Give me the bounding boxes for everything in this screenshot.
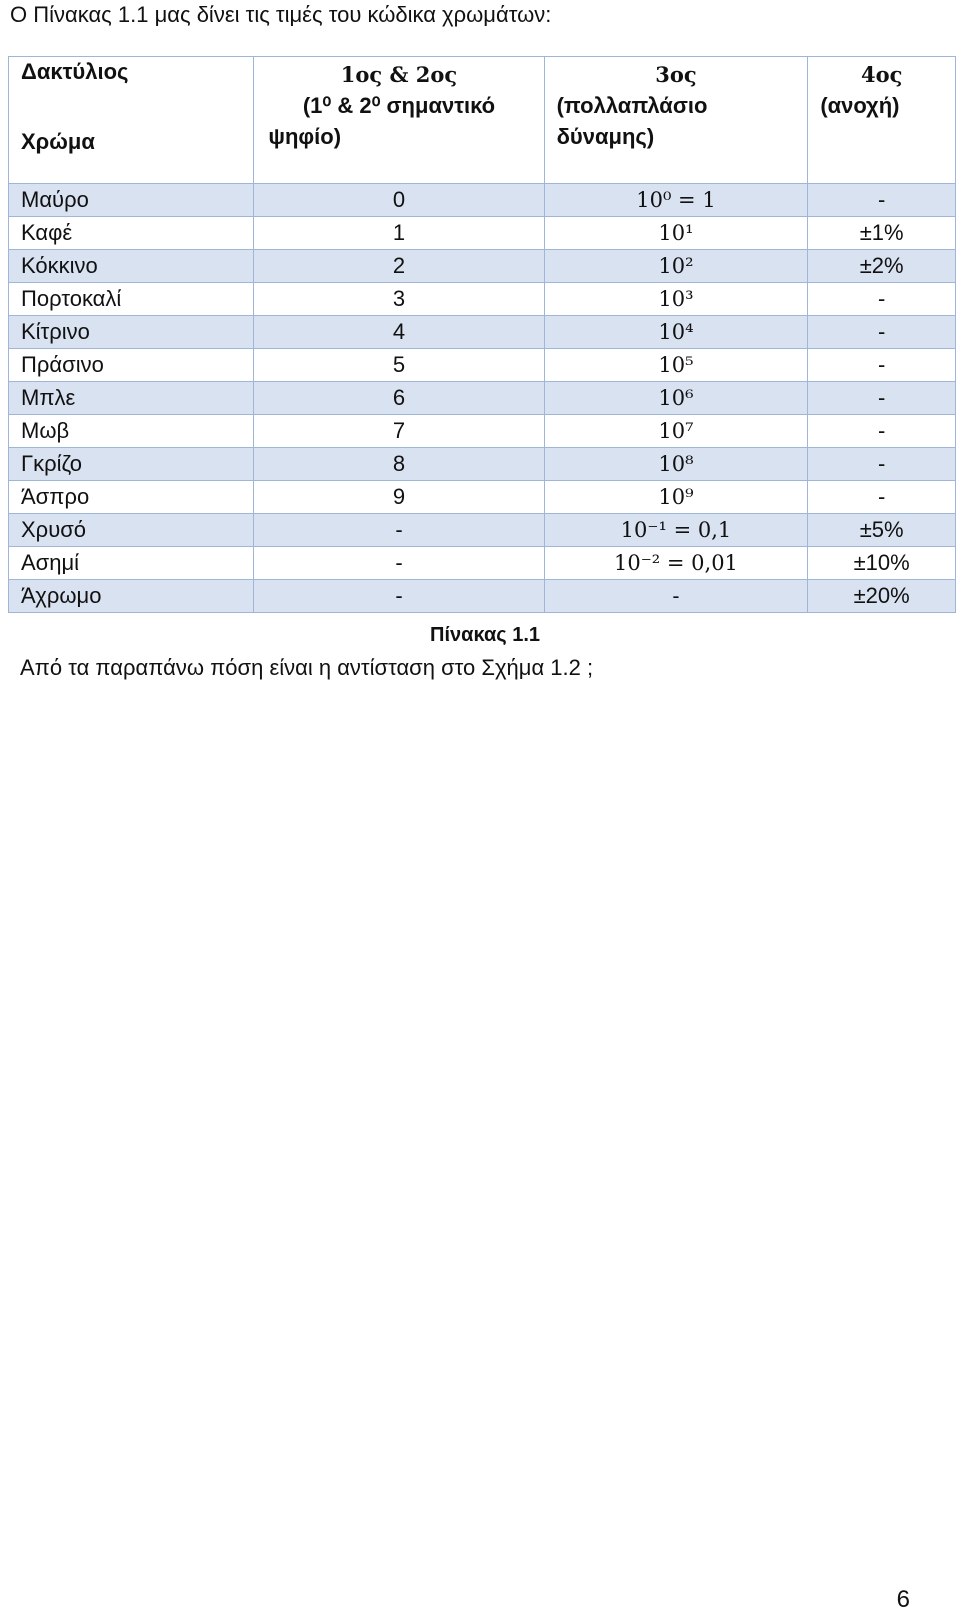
color-code-table — [8, 56, 956, 613]
page-number: 6 — [896, 1586, 910, 1613]
multiplier-cell: 10² — [544, 250, 808, 283]
color-cell: Πράσινο — [9, 349, 254, 382]
color-cell: Καφέ — [9, 217, 254, 250]
tolerance-cell: - — [808, 448, 956, 481]
digit-cell: 6 — [254, 382, 544, 415]
multiplier-cell: 10⁰ = 1 — [544, 184, 808, 217]
question-text: Από τα παραπάνω πόση είναι η αντίσταση στο Σχήμα 1.2 ; — [20, 655, 594, 680]
header-col1-line2: (1⁰ & 2⁰ σημαντικό — [302, 93, 496, 118]
color-cell: Μπλε — [9, 382, 254, 415]
tolerance-cell: ±2% — [808, 250, 956, 283]
tolerance-cell: ±10% — [808, 547, 956, 580]
table-row — [9, 250, 956, 283]
table-row — [9, 547, 956, 580]
color-cell: Κόκκινο — [9, 250, 254, 283]
digit-cell: 3 — [254, 283, 544, 316]
tolerance-cell: - — [808, 184, 956, 217]
header-col2-line3: δύναμης) — [556, 124, 655, 149]
digit-cell: 4 — [254, 316, 544, 349]
table-row — [9, 217, 956, 250]
color-cell: Μαύρο — [9, 184, 254, 217]
tolerance-cell: - — [808, 316, 956, 349]
multiplier-cell: 10⁷ — [544, 415, 808, 448]
multiplier-cell: 10⁴ — [544, 316, 808, 349]
intro-text: Ο Πίνακας 1.1 μας δίνει τις τιμές του κώδικα χρωμάτων: — [10, 2, 552, 27]
multiplier-cell: 10⁻¹ = 0,1 — [544, 514, 808, 547]
table-row — [9, 415, 956, 448]
header-col3-line1: 4ος — [860, 62, 903, 87]
tolerance-cell: ±20% — [808, 580, 956, 613]
digit-cell: 1 — [254, 217, 544, 250]
color-cell: Ασημί — [9, 547, 254, 580]
tolerance-cell: - — [808, 283, 956, 316]
digit-cell: - — [254, 514, 544, 547]
color-cell: Μωβ — [9, 415, 254, 448]
header-tolerance-cell — [808, 57, 956, 184]
tolerance-cell: - — [808, 382, 956, 415]
table-row — [9, 184, 956, 217]
color-cell: Χρυσό — [9, 514, 254, 547]
multiplier-cell: 10⁹ — [544, 481, 808, 514]
multiplier-cell: 10⁸ — [544, 448, 808, 481]
digit-cell: - — [254, 580, 544, 613]
multiplier-cell: 10³ — [544, 283, 808, 316]
table-row — [9, 580, 956, 613]
digit-cell: 7 — [254, 415, 544, 448]
digit-cell: 0 — [254, 184, 544, 217]
digit-cell: 9 — [254, 481, 544, 514]
tolerance-cell: ±1% — [808, 217, 956, 250]
table-header-row — [9, 57, 956, 184]
table-row — [9, 349, 956, 382]
color-cell: Πορτοκαλί — [9, 283, 254, 316]
header-col3-line2: (ανοχή) — [820, 93, 900, 118]
digit-cell: - — [254, 547, 544, 580]
multiplier-cell: 10⁻² = 0,01 — [544, 547, 808, 580]
header-digits-cell — [254, 57, 544, 184]
digit-cell: 2 — [254, 250, 544, 283]
table-row — [9, 514, 956, 547]
multiplier-cell: - — [544, 580, 808, 613]
multiplier-cell: 10⁶ — [544, 382, 808, 415]
table-row — [9, 316, 956, 349]
digit-cell: 5 — [254, 349, 544, 382]
header-col2-line2: (πολλαπλάσιο — [556, 93, 708, 118]
color-cell: Άσπρο — [9, 481, 254, 514]
table-row — [9, 283, 956, 316]
header-ring-color-cell — [9, 57, 254, 184]
header-col2-line1: 3ος — [655, 62, 697, 87]
tolerance-cell: - — [808, 349, 956, 382]
table-row — [9, 448, 956, 481]
table-row — [9, 481, 956, 514]
color-cell: Γκρίζο — [9, 448, 254, 481]
header-col1-line1: 1ος & 2ος — [340, 62, 458, 87]
header-multiplier-cell — [544, 57, 808, 184]
color-cell: Άχρωμο — [9, 580, 254, 613]
tolerance-cell: - — [808, 415, 956, 448]
table-caption: Πίνακας 1.1 — [430, 624, 540, 646]
multiplier-cell: 10¹ — [544, 217, 808, 250]
multiplier-cell: 10⁵ — [544, 349, 808, 382]
header-ring-label: Δακτύλιος — [21, 59, 129, 84]
tolerance-cell: - — [808, 481, 956, 514]
header-color-label: Χρώμα — [21, 129, 95, 154]
header-col1-line3: ψηφίο) — [268, 124, 342, 149]
tolerance-cell: ±5% — [808, 514, 956, 547]
table-row — [9, 382, 956, 415]
digit-cell: 8 — [254, 448, 544, 481]
color-cell: Κίτρινο — [9, 316, 254, 349]
